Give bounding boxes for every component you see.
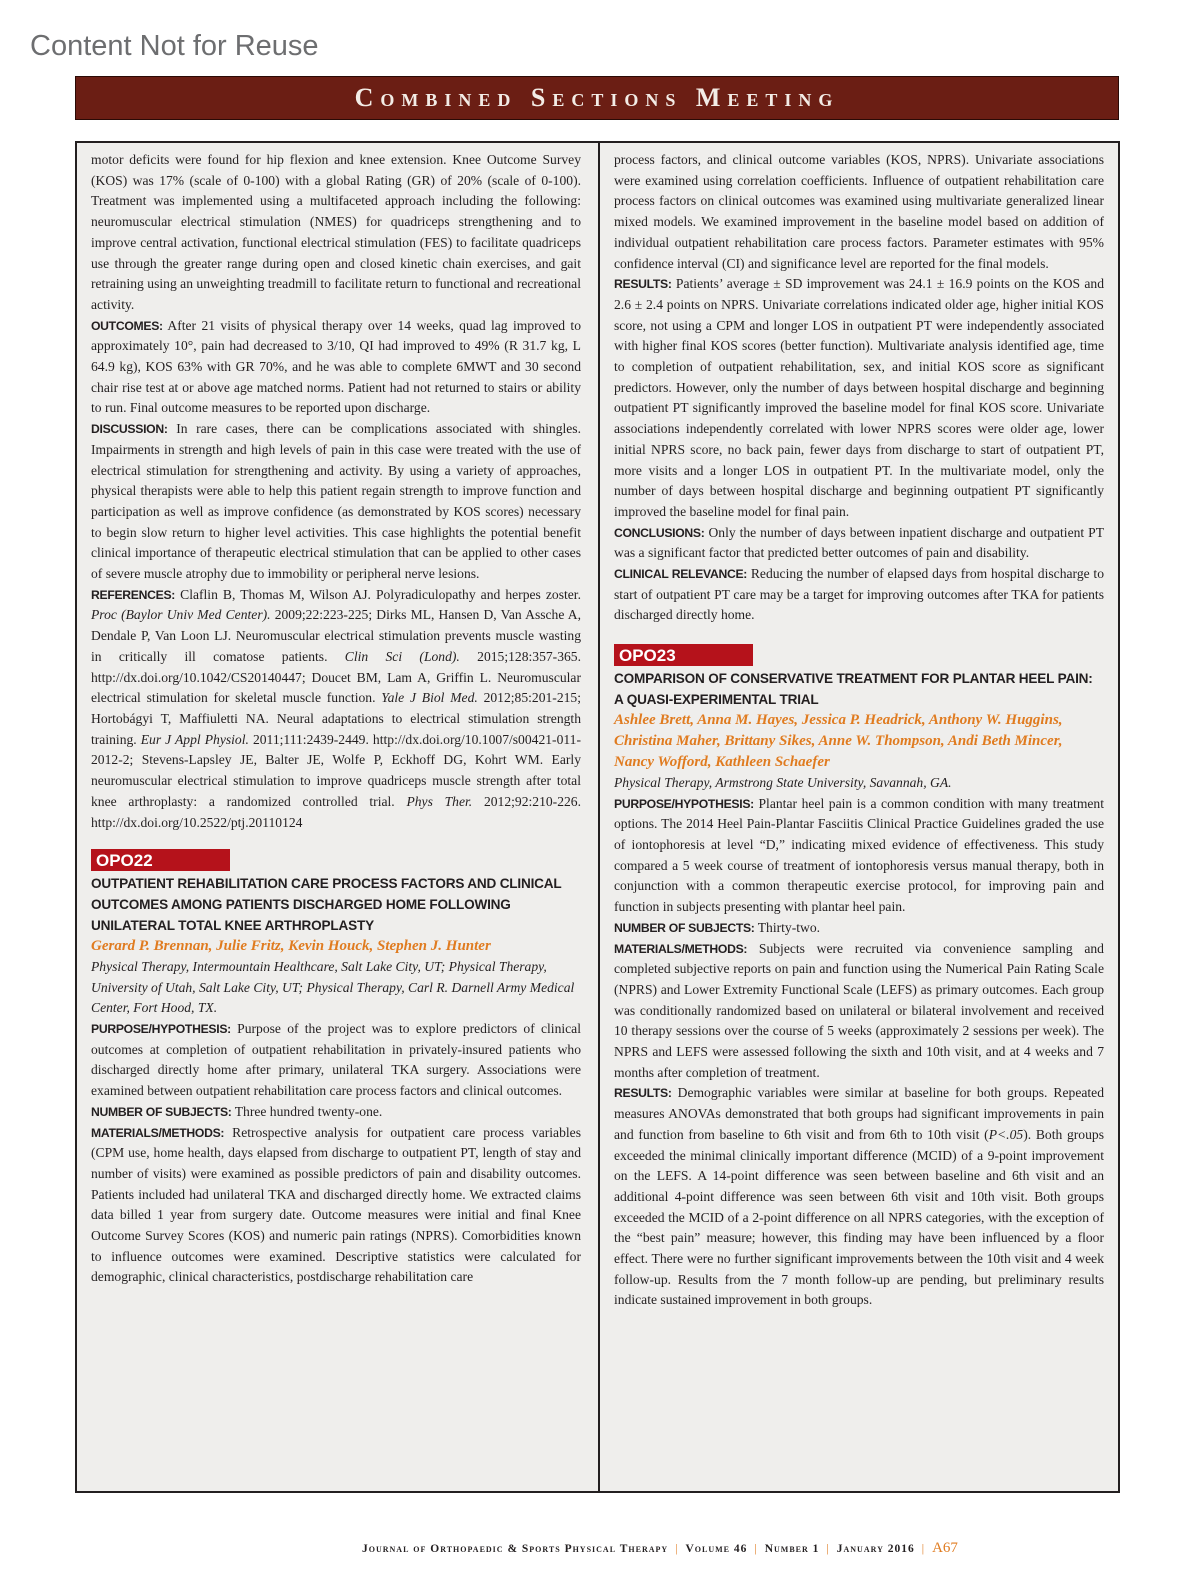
journal-name: Clin Sci (Lond).: [344, 648, 460, 664]
case-intro: motor deficits were found for hip flexion and knee extension. Knee Outcome Survey (KOS) was 17% (scale of 0-100) with a global Rating (GR) of 20% (scale of 0-100). Treatment was implemented using a multifaceted approach including the following: neuromuscular electrical stimulation (NMES) for quadriceps strengthening and to improve central activation, functional electrical stimulation (FES) to facilitate quadriceps use through the greater range during open and closed kinetic chain exercises, and gait retraining using an unweighting treadmill to facilitate return to functional and recreational activity.: [91, 152, 581, 312]
purpose-paragraph: [614, 794, 1104, 918]
abstract-authors: Gerard P. Brennan, Julie Fritz, Kevin Houck, Stephen J. Hunter: [91, 937, 491, 954]
relevance-paragraph: [614, 564, 1104, 626]
abstract-title: COMPARISON OF CONSERVATIVE TREATMENT FOR PLANTAR HEEL PAIN: A QUASI-EXPERIMENTAL TRIAL: [614, 670, 1093, 707]
issue-number: Number 1: [764, 1543, 820, 1555]
methods-label: MATERIALS/METHODS:: [614, 941, 748, 956]
footer-separator: |: [675, 1543, 679, 1555]
subjects-paragraph: [614, 918, 1104, 939]
methods-text: Subjects were recruited via convenience sampling and completed subjective reports on pain and function using the Numerical Pain Rating Scale (NPRS) and Lower Extremity Functional Scale (LEFS) as primary outcomes. Each group was conditionally randomized based on unilateral or bilateral involvement and received 10 therapy sessions over the course of 5 weeks (approximately 2 sessions per week). The NPRS and LEFS were assessed following the sixth and 10th visit, and at 4 weeks and 7 months after completion of treatment.: [614, 940, 1104, 1080]
reference-text: 2012;92:210-226. http://dx.doi.org/10.2522/ptj.20110124: [91, 793, 581, 830]
methods-label: MATERIALS/METHODS:: [91, 1125, 225, 1140]
results-label: RESULTS:: [614, 277, 672, 292]
abstract-id-badge: OPO22: [91, 849, 230, 871]
outcomes-text: After 21 visits of physical therapy over 14 weeks, quad lag improved to approximately 10°, pain had decreased to 3/10, QI had improved to 49% (R 31.7 kg, L 64.9 kg), KOS 63% with GR 70%, and he was able to complete 6MWT and 30 second chair rise test at or above age matched norms. Patient had not returned to stairs or ability to run. Final outcome measures to be reported upon discharge.: [91, 317, 581, 416]
conclusions-paragraph: [614, 523, 1104, 564]
abstract-id-badge: OPO23: [614, 644, 753, 666]
subjects-text: Thirty-two.: [757, 919, 821, 935]
subjects-label: NUMBER OF SUBJECTS:: [614, 920, 755, 935]
footer-separator: |: [826, 1543, 830, 1555]
results-text: Demographic variables were similar at baseline for both groups. Repeated measures ANOVAs demonstrated that both groups had significant improvements in pain and function from baseline to 6th visit and from 6th to 10th visit (: [614, 1085, 1104, 1142]
conclusions-label: CONCLUSIONS:: [614, 525, 705, 540]
references-label: REFERENCES:: [91, 587, 176, 602]
reference-text: 2015;128:357-365. http://dx.doi.org/10.1042/CS20140447; Doucet BM, Lam A, Griffin L. Neuromuscular electrical stimulation for skeletal muscle function.: [91, 648, 581, 706]
outcomes-paragraph: [91, 316, 581, 420]
volume: Volume 46: [685, 1543, 748, 1555]
journal-name: Yale J Biol Med.: [381, 690, 478, 706]
abstract-affiliation: Physical Therapy, Intermountain Healthcare, Salt Lake City, UT; Physical Therapy, University of Utah, Salt Lake City, UT; Physical Therapy, Carl R. Darnell Army Medical Center, Fort Hood, TX.: [91, 958, 575, 1016]
results-label: RESULTS:: [614, 1086, 672, 1101]
purpose-label: PURPOSE/HYPOTHESIS:: [91, 1022, 231, 1037]
journal-name: Phys Ther.: [406, 793, 473, 809]
abstract-authors: Ashlee Brett, Anna M. Hayes, Jessica P. Headrick, Anthony W. Huggins, Christina Maher, Brittany Sikes, Anne W. Thompson, Andi Beth Mincer, Nancy Wofford, Kathleen Schaefer: [614, 711, 1063, 770]
results-text: ). Both groups exceeded the minimal clinically important difference (MCID) of a 9-point improvement on the LEFS. A 14-point difference was seen between baseline and 6th visit and an additional 4-point difference was seen between 6th visit and 10th visit. Both groups exceeded the MCID of a 2-point difference on all NPRS categories, with the exception of the “best pain” measure; however, this finding may have been influenced by a floor effect. There were no further significant improvements between the 10th visit and 4 week follow-up. Results from the 7 month follow-up are pending, but preliminary results indicate sustained improvement in both groups.: [614, 1126, 1104, 1308]
purpose-text: Plantar heel pain is a common condition with many treatment options. The 2014 Heel Pain-Plantar Fasciitis Clinical Practice Guidelines graded the use of iontophoresis at level “D,” indicating mixed evidence of effectiveness. This study compared a 5 week course of treatment of iontophoresis versus manual therapy, both in conjunction with a common therapeutic exercise protocol, for improving pain and function in subjects presenting with plantar heel pain.: [614, 795, 1104, 915]
results-text: Patients’ average ± SD improvement was 24.1 ± 16.9 points on the KOS and 2.6 ± 2.4 points on NPRS. Univariate correlations indicated older age, higher initial KOS score, not using a CPM and longer LOS in outpatient PT were independently associated with higher final KOS scores (better function). Multivariate analysis identified age, time to completion of outpatient rehabilitation, sex, and initial KOS score as significant predictors. However, only the number of days between hospital discharge and beginning outpatient PT significantly improved the baseline model for final KOS score. Univariate associations independently correlated with lower NPRS scores were older age, lower initial NPRS score, no back pain, fewer days from discharge to start of outpatient PT, more visits and a longer LOS in outpatient PT. In the multivariate model, only the number of days between hospital discharge and beginning outpatient PT significantly improved the baseline model for final pain.: [614, 276, 1104, 519]
journal-name: Eur J Appl Physiol.: [140, 731, 249, 747]
column-divider: [598, 143, 600, 1491]
results-paragraph: [614, 274, 1104, 522]
discussion-label: DISCUSSION:: [91, 422, 168, 437]
discussion-text: In rare cases, there can be complications associated with shingles. Impairments in strength and high levels of pain in this case were treated with the use of electrical stimulation for strengthening and activity. By using a variety of approaches, physical therapists were able to help this patient regain strength to improve function and participation as well as improve confidence (as demonstrated by KOS scores) necessary to begin slow return to higher level activities. This case highlights the potential benefit clinical importance of therapeutic electrical stimulation that can be applied to other cases of severe muscle atrophy due to immobility or peripheral nerve lesions.: [91, 421, 581, 582]
purpose-text: Purpose of the project was to explore predictors of clinical outcomes at completion of outpatient rehabilitation in privately-insured patients who discharged directly home after primary, unilateral TKA surgery. Associations were examined between outpatient rehabilitation care process factors and clinical outcomes.: [91, 1021, 581, 1099]
reference-text: 2011;111:2439-2449. http://dx.doi.org/10.1007/s00421-011-2012-2; Stevens-Lapsley JE, Balter JE, Wolfe P, Eckhoff DG, Kohrt WM. Early neuromuscular electrical stimulation to improve quadriceps muscle strength after total knee arthroplasty: a randomized controlled trial.: [91, 731, 581, 809]
p-value: P<.05: [988, 1126, 1024, 1142]
footer-separator: |: [921, 1543, 926, 1555]
methods-paragraph: [614, 939, 1104, 1084]
abstract-affiliation: Physical Therapy, Armstrong State University, Savannah, GA.: [614, 774, 952, 790]
methods-continued: process factors, and clinical outcome variables (KOS, NPRS). Univariate associations were examined using correlation coefficients. Influence of outpatient rehabilitation care process factors on clinical outcomes was examined using multivariate generalized linear mixed models. We examined improvement in the baseline model based on addition of individual outpatient rehabilitation care process factors. Parameter estimates with 95% confidence interval (CI) and significance level are reported for the final models.: [614, 152, 1104, 271]
left-column: [91, 150, 581, 1288]
page-footer: [362, 1540, 958, 1557]
reference-text: Claflin B, Thomas M, Wilson AJ. Polyradiculopathy and herpes zoster.: [180, 586, 581, 602]
banner-title: Combined Sections Meeting: [354, 83, 840, 112]
discussion-paragraph: [91, 419, 581, 585]
references-paragraph: [91, 585, 581, 833]
conclusions-text: Only the number of days between inpatient discharge and outpatient PT was a significant factor that predicted better outcomes of pain and disability.: [614, 524, 1104, 561]
watermark: Content Not for Reuse: [30, 30, 319, 62]
abstract-title: OUTPATIENT REHABILITATION CARE PROCESS FACTORS AND CLINICAL OUTCOMES AMONG PATIENTS DISCHARGED HOME FOLLOWING UNILATERAL TOTAL KNEE ARTHROPLASTY: [91, 875, 562, 933]
outcomes-label: OUTCOMES:: [91, 318, 163, 333]
purpose-paragraph: [91, 1019, 581, 1102]
footer-separator: |: [754, 1543, 758, 1555]
methods-text: Retrospective analysis for outpatient care process variables (CPM use, home health, days elapsed from discharge to outpatient PT, length of stay and number of visits) were examined as possible predictors of pain and disability outcomes. Patients included had unilateral TKA and discharged directly home. We extracted claims data billed 1 year from surgery date. Outcome measures were initial and final Knee Outcome Survey Scores (KOS) and numeric pain ratings (NPRS). Comorbidities known to influence outcomes were examined. Descriptive statistics were calculated for demographic, clinical characteristics, postdischarge rehabilitation care: [91, 1124, 581, 1285]
subjects-text: Three hundred twenty-one.: [234, 1103, 383, 1119]
journal-title: Journal of Orthopaedic & Sports Physical Therapy: [362, 1543, 669, 1555]
relevance-label: CLINICAL RELEVANCE:: [614, 567, 748, 582]
page-number: A67: [932, 1540, 958, 1556]
methods-paragraph: [91, 1123, 581, 1289]
results-paragraph: [614, 1083, 1104, 1311]
journal-name: Proc (Baylor Univ Med Center).: [91, 607, 271, 623]
subjects-paragraph: [91, 1102, 581, 1123]
reference-text: 2009;22:223-225; Dirks ML, Hansen D, Van Assche A, Dendale P, Van Loon LJ. Neuromuscular electrical stimulation prevents muscle wasting in critically ill comatose patients.: [91, 607, 582, 664]
reference-text: 2012;85:201-215; Hortobágyi T, Maffiuletti NA. Neural adaptations to electrical stimulation strength training.: [91, 690, 581, 747]
purpose-label: PURPOSE/HYPOTHESIS:: [614, 796, 754, 811]
relevance-text: Reducing the number of elapsed days from hospital discharge to start of outpatient PT care may be a target for improving outcomes after TKA for patients discharged directly home.: [614, 566, 1105, 623]
section-banner: [75, 76, 1119, 120]
right-column: [614, 150, 1104, 1311]
issue-date: January 2016: [836, 1543, 915, 1555]
subjects-label: NUMBER OF SUBJECTS:: [91, 1104, 232, 1119]
